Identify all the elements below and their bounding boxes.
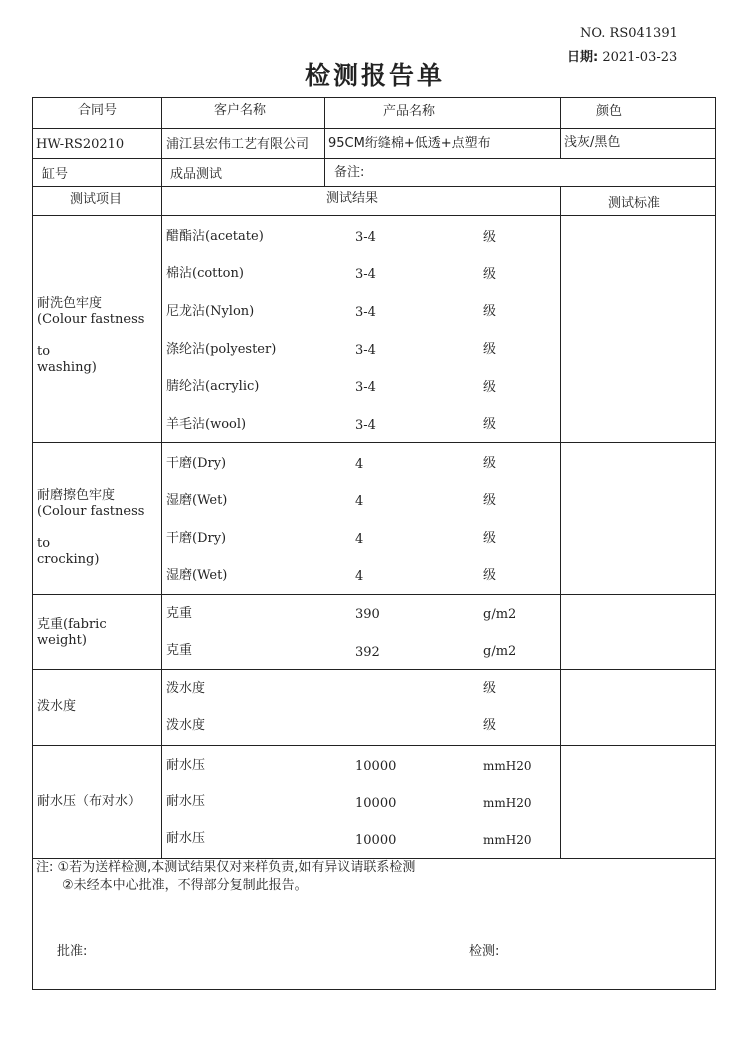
page-title: 检测报告单: [304, 61, 445, 90]
divider: [32, 186, 716, 187]
result-label: 湿磨(Wet): [166, 493, 228, 508]
result-label: 醋酯沾(acetate): [166, 229, 264, 244]
result-value: 392: [355, 645, 380, 660]
divider: [32, 745, 716, 746]
result-value: 3-4: [355, 230, 376, 245]
result-label: 湿磨(Wet): [166, 568, 228, 583]
result-unit: 级: [483, 493, 497, 508]
section-name-crocking: 耐磨擦色牢度 (Colour fastness to crocking): [37, 488, 145, 567]
contract-value: HW-RS20210: [36, 137, 125, 152]
product-value: 95CM绗缝棉+低透+点塑布: [328, 136, 491, 151]
date-value: 2021-03-23: [598, 50, 678, 65]
result-label: 腈纶沾(acrylic): [166, 379, 260, 394]
divider: [161, 97, 162, 186]
result-unit: 级: [483, 531, 497, 546]
approve-label: 批准:: [57, 944, 88, 959]
finished-test-label: 成品测试: [170, 167, 223, 182]
result-label: 泼水度: [166, 718, 206, 733]
result-label: 耐水压: [166, 758, 206, 773]
result-unit: 级: [483, 568, 497, 583]
result-value: 3-4: [355, 305, 376, 320]
divider: [32, 669, 716, 670]
divider: [32, 128, 716, 129]
result-unit: 级: [483, 718, 497, 733]
section-name-weight: 克重(fabric weight): [37, 617, 107, 648]
note-2: ②未经本中心批准，不得部分复制此报告。: [62, 878, 308, 893]
divider: [32, 442, 716, 443]
result-unit: mmH20: [483, 833, 532, 847]
result-value: 10000: [355, 833, 397, 848]
customer-value: 浦江县宏伟工艺有限公司: [166, 137, 310, 152]
section-name-hydrostatic: 耐水压（布对水）: [37, 794, 142, 809]
result-unit: mmH20: [483, 759, 532, 773]
result-value: 3-4: [355, 418, 376, 433]
note-1: 注: ①若为送样检测,本测试结果仅对来样负责,如有异议请联系检测: [36, 860, 416, 875]
result-unit: 级: [483, 681, 497, 696]
result-value: 4: [355, 532, 364, 547]
color-value: 浅灰/黑色: [564, 135, 621, 150]
result-value: 10000: [355, 796, 397, 811]
color-label: 颜色: [596, 104, 623, 119]
result-value: 4: [355, 457, 364, 472]
result-unit: g/m2: [483, 607, 517, 622]
result-unit: 级: [483, 342, 497, 357]
section-name-spray: 泼水度: [37, 699, 77, 714]
result-unit: 级: [483, 267, 497, 282]
result-label: 干磨(Dry): [166, 456, 227, 471]
divider: [560, 97, 561, 158]
result-label: 羊毛沾(wool): [166, 417, 247, 432]
col-header-standard: 测试标准: [608, 196, 661, 211]
divider: [324, 97, 325, 158]
result-label: 干磨(Dry): [166, 531, 227, 546]
result-unit: 级: [483, 304, 497, 319]
result-label: 泼水度: [166, 681, 206, 696]
result-label: 棉沾(cotton): [166, 266, 244, 281]
divider: [32, 858, 716, 859]
divider: [161, 186, 162, 858]
col-header-item: 测试项目: [70, 192, 123, 207]
result-unit: 级: [483, 230, 497, 245]
customer-label: 客户名称: [214, 103, 267, 118]
divider: [32, 594, 716, 595]
col-header-result: 测试结果: [326, 191, 379, 206]
result-unit: 级: [483, 380, 497, 395]
result-value: 3-4: [355, 380, 376, 395]
report-number: NO. RS041391: [580, 26, 678, 41]
divider: [32, 215, 716, 216]
result-value: 3-4: [355, 343, 376, 358]
product-label: 产品名称: [383, 104, 436, 119]
divider: [324, 158, 325, 186]
result-label: 尼龙沾(Nylon): [166, 304, 255, 319]
result-label: 克重: [166, 606, 193, 621]
result-value: 3-4: [355, 267, 376, 282]
section-name-washing: 耐洗色牢度 (Colour fastness to washing): [37, 296, 145, 375]
result-value: 390: [355, 607, 380, 622]
vat-label: 缸号: [42, 167, 69, 182]
result-unit: g/m2: [483, 644, 517, 659]
contract-label: 合同号: [78, 103, 118, 118]
result-unit: mmH20: [483, 796, 532, 810]
remark-label: 备注:: [334, 165, 365, 180]
date-label: 日期:: [567, 50, 599, 65]
divider: [32, 158, 716, 159]
result-value: 4: [355, 569, 364, 584]
result-unit: 级: [483, 456, 497, 471]
result-label: 涤纶沾(polyester): [166, 342, 277, 357]
inspect-label: 检测:: [469, 944, 500, 959]
result-value: 4: [355, 494, 364, 509]
result-label: 耐水压: [166, 831, 206, 846]
result-value: 10000: [355, 759, 397, 774]
result-label: 克重: [166, 643, 193, 658]
result-unit: 级: [483, 417, 497, 432]
divider: [560, 186, 561, 858]
result-label: 耐水压: [166, 794, 206, 809]
